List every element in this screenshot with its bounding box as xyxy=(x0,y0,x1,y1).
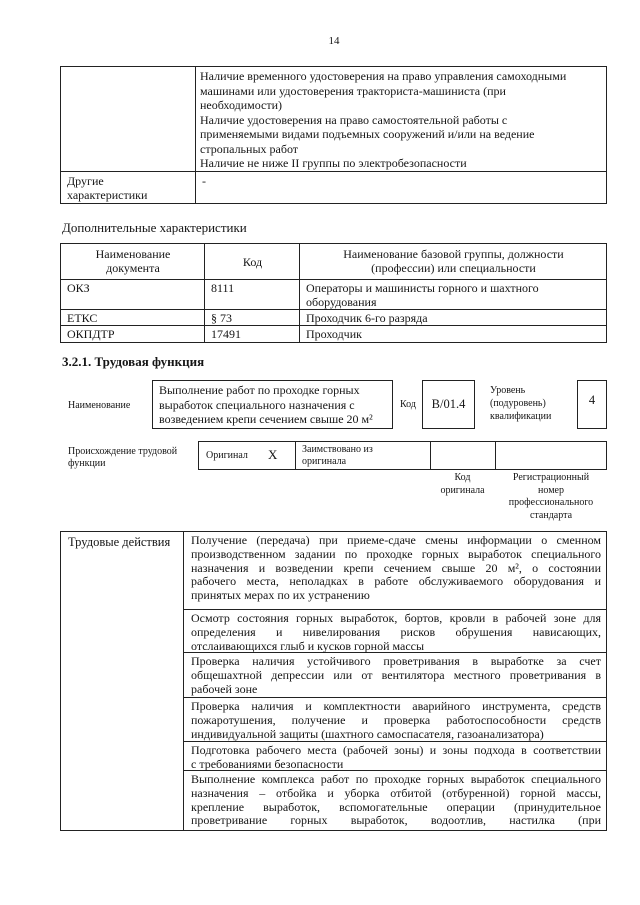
list-item xyxy=(184,698,607,742)
label-line: Происхождение трудовой xyxy=(68,446,178,457)
text-line: стропальных работ xyxy=(200,141,299,156)
label-line: характеристики xyxy=(67,188,148,202)
text-line: Выполнение работ по проходке горных xyxy=(159,383,360,397)
text-line: проветривание горных выработок, водоотлив, настилка (при xyxy=(191,813,601,828)
text-line: возведением крепи сечением свыше 20 м² xyxy=(159,412,373,426)
name-cell xyxy=(300,280,607,310)
column-header-code xyxy=(205,244,300,280)
code-cell: 8111 xyxy=(205,280,300,310)
header-line: Код xyxy=(242,255,263,269)
table-row xyxy=(61,310,607,326)
header-line: (профессии) или специальности xyxy=(371,261,536,275)
borrowed-label xyxy=(302,444,373,467)
text-line: общешахтной депрессии или от вентилятора местного проветривания в xyxy=(191,667,601,682)
code-cell: § 73 xyxy=(205,310,300,326)
text-line: Проверка наличия устойчивого проветривания в выработке за счет xyxy=(191,654,601,668)
label-line: оригинала xyxy=(302,455,347,467)
label-line: квалификации xyxy=(490,411,552,422)
code-label: Код xyxy=(400,399,416,410)
original-code-label xyxy=(430,472,495,497)
text-line: пожаротушения, получение и проверка работоспособности средств xyxy=(191,712,601,727)
text-line: Наличие временного удостоверения на право управления самоходными xyxy=(200,69,567,83)
text-line: индивидуальной защиты (шахтного самоспасателя, газоанализатора) xyxy=(191,726,544,741)
additional-characteristics-table xyxy=(60,243,607,343)
text-line: машинами или удостоверения тракториста-машиниста (при xyxy=(200,83,506,98)
document-cell: ОКЗ xyxy=(61,280,205,310)
code-cell: 17491 xyxy=(205,326,300,343)
text-line: Наличие удостоверения на право самостоятельной работы с xyxy=(200,112,508,127)
labor-function-heading: 3.2.1. Трудовая функция xyxy=(62,354,205,369)
divider xyxy=(295,442,296,469)
text-line: Получение (передача) при приеме-сдаче смены информации о сменном xyxy=(191,533,601,547)
text-line: Подготовка рабочего места (рабочей зоны) и зоны подхода в соответствии xyxy=(191,743,601,757)
registration-number-label xyxy=(495,472,607,522)
table-row xyxy=(61,326,607,343)
label-line: Уровень xyxy=(490,385,526,396)
label-line: Код xyxy=(454,472,471,483)
list-item xyxy=(184,742,607,771)
value-text: - xyxy=(202,174,206,188)
table-row xyxy=(61,67,607,172)
text-line: оборудования xyxy=(306,295,377,309)
table-row xyxy=(61,280,607,310)
text-line: определения и нивелирования рисков обрушения нависающих, xyxy=(191,624,601,639)
table-row xyxy=(61,532,607,831)
table-row xyxy=(61,172,607,204)
document-cell: ОКПДТР xyxy=(61,326,205,343)
label-line: Заимствовано из xyxy=(302,444,373,455)
divider xyxy=(495,442,496,469)
text-line: Операторы и машинисты горного и шахтного xyxy=(306,281,539,295)
function-name-box xyxy=(152,380,393,429)
name-cell xyxy=(300,310,607,326)
label-line: профессионального xyxy=(508,497,594,508)
name-cell xyxy=(300,326,607,343)
text-line: назначения – отбойка и уборка отбитой (отбуренной) горной массы, xyxy=(191,785,601,800)
list-item xyxy=(184,653,607,698)
label-line: оригинала xyxy=(440,484,485,496)
table-header-row xyxy=(61,244,607,280)
qualification-level: 4 xyxy=(588,393,596,407)
text-line: рабочей зоне xyxy=(191,681,258,696)
labor-actions-label: Трудовые действия xyxy=(61,532,184,831)
qualification-level-box xyxy=(577,380,607,429)
text-line: Выполнение комплекса работ по проходке горных выработок специального xyxy=(191,772,601,786)
divider xyxy=(430,442,431,469)
text-line: с требованиями безопасности xyxy=(191,756,344,771)
column-header-document xyxy=(61,244,205,280)
label-line: Другие xyxy=(67,174,104,188)
text-line: Осмотр состояния горных выработок, бортов, кровли в рабочей зоне для xyxy=(191,611,601,625)
original-mark: X xyxy=(268,447,278,462)
text-line: необходимости) xyxy=(200,98,283,112)
list-item xyxy=(184,771,607,831)
function-code: В/01.4 xyxy=(431,397,466,411)
labor-actions-table xyxy=(60,531,607,831)
document-cell: ЕТКС xyxy=(61,310,205,326)
text-line: выработок специального назначения с xyxy=(159,397,355,412)
column-header-name xyxy=(300,244,607,280)
text-line: Проверка наличия и комплектности аварийного инструмента, средств xyxy=(191,699,601,713)
requirements-label-cell xyxy=(61,67,196,172)
requirements-table xyxy=(60,66,607,204)
text-line: рабочего места, неполадках в работе обслуживаемого оборудования и xyxy=(191,574,601,589)
text-line: крепление выработок, вспомогательные операции (принудительное xyxy=(191,799,601,814)
labor-actions-list xyxy=(184,532,607,831)
original-label: Оригинал xyxy=(206,450,248,461)
text-line: Проходчик 6-го разряда xyxy=(306,311,428,325)
label-line: функции xyxy=(68,458,106,469)
page-number: 14 xyxy=(328,35,340,47)
name-label: Наименование xyxy=(68,400,131,411)
section-heading: Дополнительные характеристики xyxy=(62,220,247,235)
header-line: Наименование xyxy=(95,247,171,261)
list-item xyxy=(184,532,607,610)
text-line: принятых мерах по их устранению xyxy=(191,588,370,603)
other-characteristics-value xyxy=(196,172,607,204)
header-line: Наименование базовой группы, должности xyxy=(343,247,564,261)
qualification-level-label xyxy=(490,384,551,423)
label-line: стандарта xyxy=(529,509,573,521)
list-item xyxy=(184,610,607,653)
origin-label xyxy=(68,446,177,470)
text-line: Проходчик xyxy=(306,327,362,341)
function-code-box xyxy=(422,380,475,429)
label-line: (подуровень) xyxy=(490,398,546,409)
other-characteristics-label xyxy=(61,172,196,204)
header-line: документа xyxy=(106,261,160,275)
requirements-value-cell xyxy=(196,67,607,172)
origin-box xyxy=(198,441,607,470)
text-line: применяемыми видами подъемных сооружений и/или на ведение xyxy=(200,127,535,141)
text-line: назначения и возведении крепи сечением свыше 20 м², о состоянии xyxy=(191,560,601,575)
text-line: Наличие не ниже II группы по электробезопасности xyxy=(200,156,467,170)
label-line: номер xyxy=(538,484,564,496)
text-line: производственном задании по проходке горных выработок специального xyxy=(191,546,601,561)
label-line: Регистрационный xyxy=(512,472,590,483)
text-line: отслаивающихся глыб и кусков горной массы xyxy=(191,638,425,653)
